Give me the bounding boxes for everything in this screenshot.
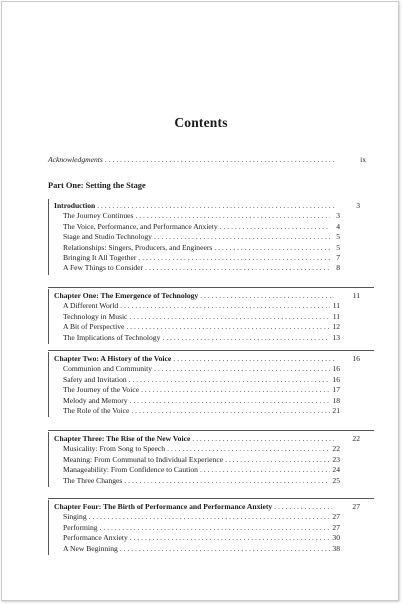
toc-chapter-row — [54, 434, 336, 444]
toc-section-label: Performance Anxiety — [63, 533, 128, 543]
leader-dots — [154, 232, 330, 242]
toc-section-page: 7 — [336, 253, 340, 262]
toc-section-row — [63, 263, 340, 273]
leader-dots — [192, 434, 334, 444]
toc-section-row — [63, 465, 340, 475]
leader-dots — [220, 222, 330, 232]
toc-section-label: The Journey Continues — [63, 211, 134, 221]
toc-section-row — [63, 222, 340, 232]
toc-section-label: A Bit of Perspective — [63, 322, 125, 332]
toc-section-label: A New Beginning — [63, 543, 118, 553]
toc-section-row — [63, 406, 340, 416]
toc-section-row — [63, 396, 340, 406]
toc-chapter-row — [54, 502, 334, 512]
toc-section-label: Musicality: From Song to Speech — [63, 444, 166, 454]
leader-dots — [135, 211, 330, 221]
toc-section-row — [63, 211, 340, 221]
toc-section-label: The Three Changes — [63, 475, 123, 485]
toc-section-row — [63, 253, 340, 263]
leader-dots — [105, 155, 334, 165]
chapter-separator-rule — [48, 498, 374, 499]
toc-section-page: 4 — [336, 221, 340, 231]
chapter-separator-rule — [48, 350, 374, 351]
toc-chapter-page: 3 — [356, 201, 360, 210]
toc-section-label: Technology in Music — [63, 311, 128, 321]
leader-dots — [120, 301, 330, 311]
toc-chapter-label: Introduction — [54, 201, 96, 210]
leader-dots — [126, 322, 330, 332]
toc-section-row — [63, 444, 340, 454]
leader-dots — [173, 354, 334, 364]
toc-section-page: 8 — [336, 263, 340, 273]
toc-chapter-page: 16 — [352, 354, 360, 363]
toc-section-row — [63, 455, 340, 465]
toc-section-label: Relationships: Singers, Producers, and Engineers — [63, 242, 213, 252]
toc-section-row — [63, 512, 340, 522]
toc-front-label: Acknowledgments — [48, 155, 103, 164]
toc-section-page: 23 — [332, 454, 340, 464]
toc-section-label: Meaning: From Communal to Individual Experience — [63, 454, 224, 464]
chapter-bracket-line — [48, 352, 49, 417]
toc-section-page: 3 — [336, 211, 340, 221]
toc-section-label: Safety and Invitation — [63, 374, 127, 384]
leader-dots — [124, 476, 330, 486]
chapter-bracket-line — [48, 199, 49, 275]
chapter-bracket-line — [48, 289, 49, 344]
leader-dots — [97, 201, 334, 211]
toc-section-label: The Journey of the Voice — [63, 385, 140, 395]
toc-section-row — [63, 364, 340, 374]
toc-section-row — [63, 476, 340, 486]
toc-section-page: 5 — [336, 242, 340, 252]
toc-section-label: Communion and Community — [63, 364, 153, 374]
toc-section-label: Performing — [63, 522, 98, 532]
leader-dots — [162, 333, 330, 343]
toc-section-label: Bringing It All Together — [63, 253, 137, 262]
toc-section-page: 16 — [332, 374, 340, 384]
leader-dots — [130, 533, 330, 543]
toc-section-label: The Role of the Voice — [63, 406, 130, 415]
toc-section-page: 11 — [332, 311, 340, 321]
toc-chapter-label: Chapter Three: The Rise of the New Voice — [54, 434, 191, 443]
toc-section-page: 25 — [332, 475, 340, 485]
toc-section-page: 17 — [332, 385, 340, 395]
part-title: Part One: Setting the Stage — [48, 181, 146, 190]
toc-section-row — [63, 544, 340, 554]
leader-dots — [131, 406, 330, 416]
toc-section-page: 11 — [332, 301, 340, 311]
toc-section-row — [63, 243, 340, 253]
toc-section-page: 16 — [332, 364, 340, 374]
toc-section-label: The Voice, Performance, and Performance Anxiety — [63, 221, 218, 231]
leader-dots — [145, 263, 330, 273]
leader-dots — [129, 312, 330, 322]
leader-dots — [200, 291, 334, 301]
leader-dots — [129, 375, 330, 385]
toc-chapter-row — [54, 201, 336, 211]
toc-section-row — [63, 312, 340, 322]
leader-dots — [141, 385, 330, 395]
toc-section-page: 13 — [332, 332, 340, 342]
toc-section-row — [63, 322, 340, 332]
toc-section-label: Singing — [63, 512, 87, 522]
toc-section-page: 27 — [332, 522, 340, 532]
toc-section-label: Stage and Studio Technology — [63, 232, 152, 242]
toc-section-label: Manageability: From Confidence to Caution — [63, 465, 198, 475]
toc-section-label: The Implications of Technology — [63, 332, 161, 342]
toc-front-page: ix — [360, 155, 366, 164]
toc-front-row — [48, 155, 336, 165]
toc-chapter-page: 27 — [352, 502, 360, 511]
leader-dots — [100, 523, 330, 533]
toc-chapter-page: 22 — [352, 434, 360, 443]
leader-dots — [200, 465, 330, 475]
leader-dots — [225, 455, 330, 465]
toc-section-page: 22 — [332, 444, 340, 454]
leader-dots — [274, 502, 332, 512]
toc-section-page: 12 — [332, 322, 340, 332]
leader-dots — [138, 253, 330, 263]
leader-dots — [89, 512, 330, 522]
toc-chapter-row — [54, 354, 336, 364]
toc-section-label: A Different World — [63, 301, 119, 311]
toc-section-page: 18 — [332, 395, 340, 405]
leader-dots — [120, 544, 330, 554]
toc-section-row — [63, 533, 340, 543]
toc-section-row — [63, 301, 340, 311]
toc-chapter-label: Chapter One: The Emergence of Technology — [54, 291, 199, 300]
page-title: Contents — [174, 115, 228, 130]
chapter-bracket-line — [48, 500, 49, 555]
toc-chapter-label: Chapter Two: A History of the Voice — [54, 354, 172, 363]
toc-chapter-row — [54, 291, 336, 301]
toc-chapter-page: 11 — [352, 291, 360, 300]
toc-section-row — [63, 375, 340, 385]
leader-dots — [167, 444, 330, 454]
toc-section-page: 24 — [332, 465, 340, 475]
toc-section-row — [63, 232, 340, 242]
chapter-separator-rule — [48, 287, 374, 288]
toc-section-page: 30 — [332, 533, 340, 543]
toc-chapter-label: Chapter Four: The Birth of Performance and Performance Anxiety — [54, 502, 273, 511]
toc-section-label: Melody and Memory — [63, 395, 128, 405]
toc-section-row — [63, 385, 340, 395]
leader-dots — [130, 396, 330, 406]
toc-section-page: 38 — [332, 543, 340, 553]
toc-section-label: A Few Things to Consider — [63, 263, 144, 273]
toc-section-page: 5 — [336, 232, 340, 242]
toc-section-page: 27 — [332, 512, 340, 522]
leader-dots — [154, 364, 330, 374]
toc-section-row — [63, 523, 340, 533]
toc-section-row — [63, 333, 340, 343]
toc-section-page: 21 — [332, 406, 340, 415]
chapter-bracket-line — [48, 432, 49, 487]
chapter-separator-rule — [48, 430, 374, 431]
leader-dots — [214, 243, 330, 253]
